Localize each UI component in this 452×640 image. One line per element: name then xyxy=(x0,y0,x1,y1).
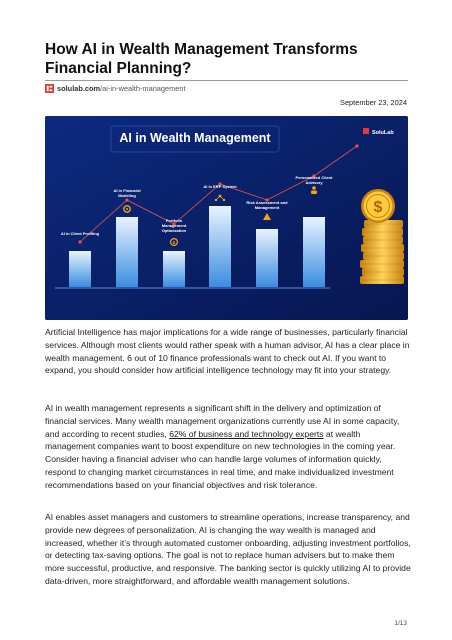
label-financial-modeling-1: AI in Financial xyxy=(113,188,141,193)
label-client-profiling: AI in Client Profiling xyxy=(60,231,100,236)
bar-client-advisory xyxy=(303,217,325,287)
label-risk-1: Risk Assessment and xyxy=(246,200,288,205)
page-number: 1/13 xyxy=(394,620,407,627)
label-portfolio-2: Management xyxy=(161,223,187,228)
svg-text:$: $ xyxy=(373,199,383,216)
label-advisory-1: Personalized Client xyxy=(295,175,333,180)
solulab-favicon-icon xyxy=(45,84,54,93)
title-divider xyxy=(45,80,408,81)
bar-client-profiling xyxy=(69,251,91,287)
brand-name: SoluLab xyxy=(372,130,394,136)
bar-financial-modeling xyxy=(116,217,138,287)
label-portfolio-1: Portfolio xyxy=(165,218,183,223)
experts-stat-link[interactable]: 62% of business and technology experts xyxy=(169,428,324,439)
paragraph-shift-text-2: at wealth management companies want to boost expenditure on new technologies in the coming year. Consider having a financial adviser who can handle large volumes of information quickly, respond to changing market circumstances in real time, and make individualized investment recommendations based on your financial objectives and risk tolerance. xyxy=(45,428,396,490)
bar-portfolio-optimization xyxy=(163,251,185,287)
source-path: /ai-in-wealth-management xyxy=(100,84,186,93)
label-advisory-2: Advisory xyxy=(305,180,323,185)
source-link[interactable] xyxy=(45,84,186,93)
source-domain: solulab.com xyxy=(57,84,101,93)
paragraph-intro: Artificial Intelligence has major implications for a wide range of businesses, particularly financial services. Although most clients would rather speak with a human advisor, AI has a clear place in wealth management. 6 out of 10 finance professionals want to check out AI. If you want to expand, you should consider how artificial intelligence technology may fit into your strategy. xyxy=(45,327,410,376)
paragraph-shift xyxy=(45,402,411,492)
label-risk-2: Management xyxy=(254,205,280,210)
page-title: How AI in Wealth Management Transforms Financial Planning? xyxy=(45,41,358,77)
hero-image xyxy=(45,116,408,320)
label-erp-system: AI in ERP System xyxy=(203,184,237,189)
label-portfolio-3: Optimization xyxy=(161,228,187,233)
hero-heading: AI in Wealth Management xyxy=(119,131,271,145)
label-financial-modeling-2: Modeling xyxy=(118,193,136,198)
bar-erp-system xyxy=(209,206,231,287)
publish-date: September 23, 2024 xyxy=(340,98,407,107)
bar-risk-assessment xyxy=(256,229,278,287)
paragraph-shift-text-1: AI in wealth management represents a significant shift in the delivery and optimization of financial services. Many wealth management organizations currently use AI in some capacity, and according to recent studies, xyxy=(45,403,400,439)
svg-text:$: $ xyxy=(172,240,176,245)
paragraph-benefits: AI enables asset managers and customers to streamline operations, increase transparency, and provide new degrees of personalization. AI is changing the way wealth is managed and increased, whether it’s through automated customer onboarding, adjusting investment portfolios, or detecting tax-saving options. The goal is not to replace human advisers but to make them more successful, productive, and responsive. The banking sector is quickly utilizing AI to provide data-driven, more straightforward, and affordable wealth management solutions. xyxy=(45,512,411,586)
